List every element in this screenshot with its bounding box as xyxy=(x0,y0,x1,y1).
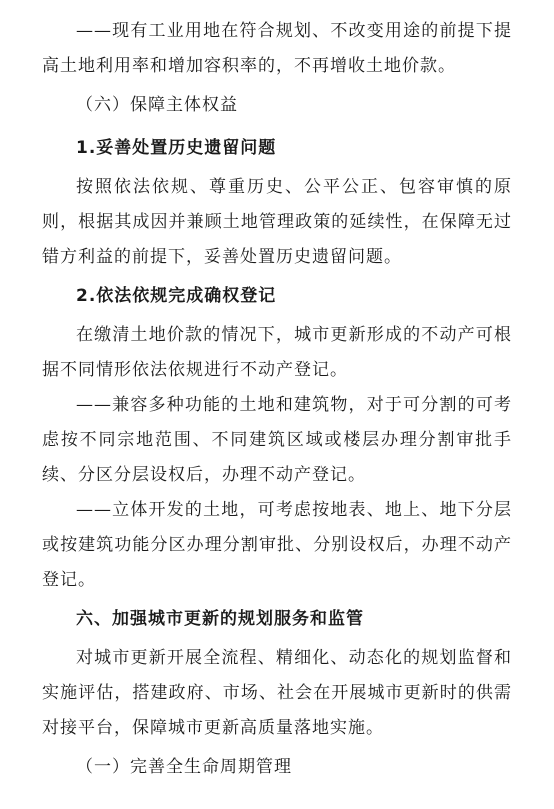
para-planning-supervision: 对城市更新开展全流程、精细化、动态化的规划监督和实施评估，搭建政府、市场、社会在开展城市更新时的供需对接平台，保障城市更新高质量落地实施。 xyxy=(42,648,512,738)
heading-section-6: 六、加强城市更新的规划服务和监管 xyxy=(76,609,364,629)
heading-item-2: 2.依法依规完成确权登记 xyxy=(76,286,277,306)
para-3d-development: ——立体开发的土地，可考虑按地表、地上、地下分层或按建筑功能分区办理分割审批、分别设权后，办理不动产登记。 xyxy=(42,500,512,590)
para-historical-issues: 按照依法依规、尊重历史、公平公正、包容审慎的原则，根据其成因并兼顾土地管理政策的延续性，在保障无过错方利益的前提下，妥善处置历史遗留问题。 xyxy=(42,177,512,267)
heading-lifecycle: （一）完善全生命周期管理 xyxy=(76,757,292,777)
para-multi-function: ——兼容多种功能的土地和建筑物，对于可分割的可考虑按不同宗地范围、不同建筑区域或楼层办理分割审批手续、分区分层设权后，办理不动产登记。 xyxy=(42,395,512,485)
heading-item-1: 1.妥善处置历史遗留问题 xyxy=(76,138,277,158)
heading-section-six-sub: （六）保障主体权益 xyxy=(76,95,238,115)
para-industrial-land: ——现有工业用地在符合规划、不改变用途的前提下提高土地利用率和增加容积率的，不再增收土地价款。 xyxy=(42,21,512,76)
para-registration: 在缴清土地价款的情况下，城市更新形成的不动产可根据不同情形依法依规进行不动产登记。 xyxy=(42,325,512,380)
